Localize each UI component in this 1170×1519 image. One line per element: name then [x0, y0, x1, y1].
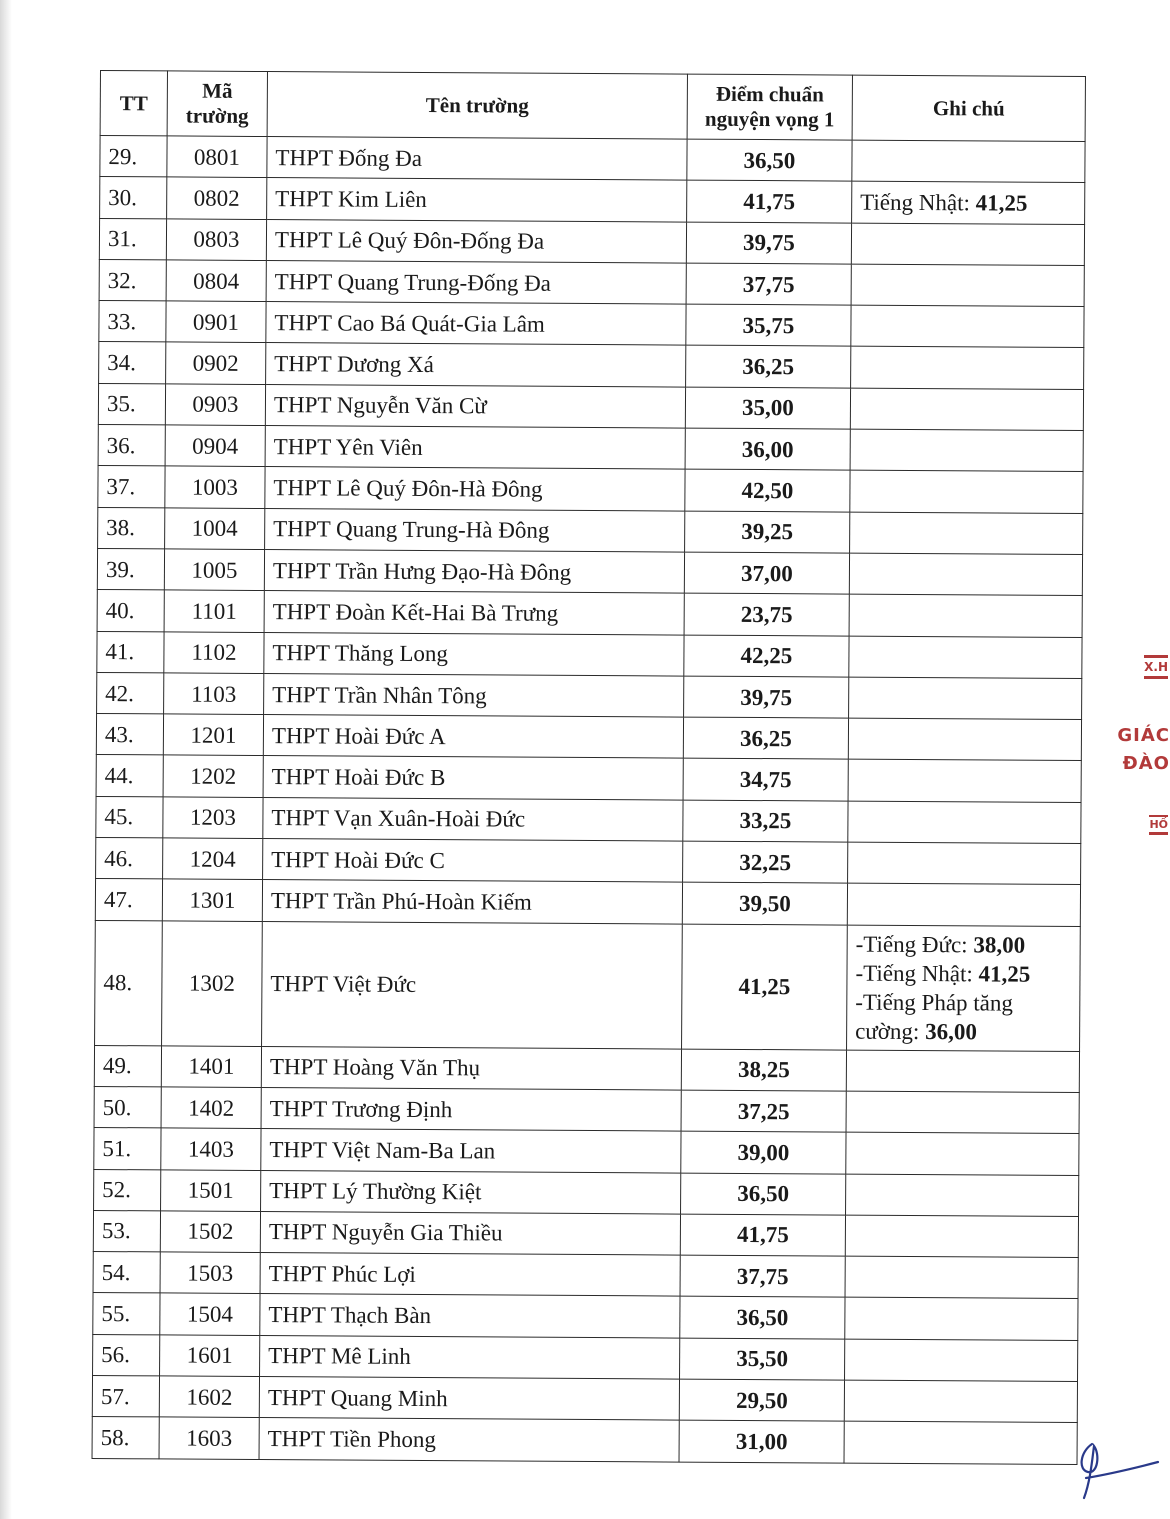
- header-tt: TT: [100, 71, 167, 136]
- note-cell: [845, 1256, 1078, 1299]
- school-name: THPT Việt Nam-Ba Lan: [261, 1129, 681, 1173]
- school-name: THPT Quang Trung-Hà Đông: [265, 508, 685, 552]
- cutoff-score: 36,50: [680, 1296, 845, 1338]
- row-number: 32.: [99, 259, 166, 301]
- school-name: THPT Đống Đa: [267, 137, 687, 181]
- note-cell: [846, 1091, 1079, 1134]
- table-row: [97, 590, 1082, 637]
- note-score: 36,00: [925, 1018, 977, 1045]
- note-cell: [850, 388, 1083, 431]
- note-cell: [851, 305, 1084, 348]
- table-row: [96, 838, 1081, 885]
- table-row: [96, 714, 1081, 761]
- cutoff-score: 39,75: [686, 222, 851, 264]
- school-name: THPT Yên Viên: [265, 426, 685, 470]
- table-row: [97, 672, 1082, 719]
- row-number: 47.: [95, 879, 162, 921]
- school-code: 1003: [165, 466, 265, 508]
- row-number: 44.: [96, 755, 163, 797]
- cutoff-score: 41,75: [680, 1214, 845, 1256]
- row-number: 51.: [94, 1128, 161, 1170]
- table-row: [94, 1045, 1079, 1092]
- note-cell: [850, 429, 1083, 472]
- note-label: -Tiếng Đức:: [855, 931, 968, 957]
- row-number: 29.: [100, 136, 167, 178]
- row-number: 52.: [94, 1169, 161, 1211]
- school-name: THPT Lê Quý Đôn-Hà Đông: [265, 467, 685, 511]
- note-label: Tiếng Nhật:: [860, 189, 970, 216]
- school-code: 1301: [162, 879, 262, 921]
- school-name: THPT Hoàng Văn Thụ: [261, 1046, 681, 1090]
- admission-scores-table: [92, 70, 1086, 1465]
- cutoff-score: 42,50: [685, 469, 850, 511]
- note-score: 38,00: [973, 931, 1026, 958]
- school-name: THPT Lê Quý Đôn-Đống Đa: [266, 219, 686, 263]
- school-code: 1602: [159, 1376, 259, 1418]
- school-code: 1004: [165, 508, 265, 550]
- row-number: 35.: [98, 383, 165, 425]
- table-row: [98, 466, 1083, 513]
- school-code: 0902: [166, 342, 266, 384]
- row-number: 42.: [97, 672, 164, 714]
- school-name: THPT Đoàn Kết-Hai Bà Trưng: [264, 591, 684, 635]
- row-number: 34.: [99, 342, 166, 384]
- cutoff-score: 36,25: [686, 346, 851, 388]
- note-cell: [848, 718, 1081, 761]
- school-code: 0804: [166, 260, 266, 302]
- header-ma-truong: Mã trường: [167, 71, 267, 137]
- signature-mark: [1070, 1432, 1160, 1502]
- table-row: [98, 507, 1083, 554]
- note-cell: [850, 512, 1083, 555]
- row-number: 55.: [93, 1293, 160, 1335]
- stamp-text-4: HỐ: [1149, 815, 1168, 835]
- table-row: [97, 548, 1082, 595]
- note-cell: [845, 1215, 1078, 1258]
- note-cell: [849, 636, 1082, 679]
- school-code: 1402: [161, 1087, 261, 1129]
- school-name: THPT Quang Minh: [259, 1377, 679, 1421]
- note-label: -Tiếng Pháp tăng cường:: [855, 989, 1014, 1044]
- table-row: [99, 218, 1084, 265]
- row-number: 38.: [98, 507, 165, 549]
- cutoff-score: 36,50: [687, 139, 852, 181]
- cutoff-score: 41,75: [687, 180, 852, 222]
- school-name: THPT Lý Thường Kiệt: [261, 1170, 681, 1214]
- cutoff-score: 39,50: [682, 882, 847, 924]
- school-code: 0803: [166, 219, 266, 261]
- row-number: 56.: [93, 1334, 160, 1376]
- school-name: THPT Nguyễn Gia Thiều: [260, 1211, 680, 1255]
- red-stamp-fragment: [1117, 655, 1170, 845]
- stamp-text-2: GIÁC: [1117, 725, 1170, 746]
- school-name: THPT Hoài Đức B: [263, 756, 683, 800]
- note-cell: [849, 553, 1082, 596]
- school-name: THPT Thạch Bàn: [260, 1294, 680, 1338]
- row-number: 41.: [97, 631, 164, 673]
- school-code: 1502: [160, 1211, 260, 1253]
- note-cell: [845, 1297, 1078, 1340]
- note-cell: [849, 677, 1082, 720]
- table-row: [94, 1086, 1079, 1133]
- table-row: [92, 1375, 1077, 1422]
- school-name: THPT Tiền Phong: [259, 1418, 679, 1462]
- row-number: 48.: [95, 920, 163, 1045]
- note-cell: [845, 1339, 1078, 1382]
- note-cell: [848, 842, 1081, 885]
- stamp-text-1: X.H: [1144, 655, 1168, 679]
- table-row: [100, 177, 1085, 224]
- note-line: [855, 958, 1071, 988]
- table-row: [96, 796, 1081, 843]
- note-cell: [846, 1050, 1079, 1093]
- cutoff-score: 35,00: [685, 387, 850, 429]
- note-cell: [851, 223, 1084, 266]
- cutoff-score: 36,25: [683, 717, 848, 759]
- cutoff-score: 23,75: [684, 593, 849, 635]
- table-row: [96, 755, 1081, 802]
- note-cell: [844, 1380, 1077, 1423]
- row-number: 50.: [94, 1086, 161, 1128]
- school-code: 1503: [160, 1252, 260, 1294]
- school-name: THPT Cao Bá Quát-Gia Lâm: [266, 302, 686, 346]
- school-name: THPT Hoài Đức C: [263, 839, 683, 883]
- school-name: THPT Mê Linh: [260, 1335, 680, 1379]
- cutoff-score: 31,00: [679, 1420, 844, 1462]
- school-name: THPT Dương Xá: [266, 343, 686, 387]
- table-row: [99, 259, 1084, 306]
- header-diem-chuan: Điểm chuẩn nguyện vọng 1: [687, 74, 852, 140]
- cutoff-score: 41,25: [682, 924, 848, 1050]
- table-row: [95, 920, 1081, 1051]
- cutoff-score: 39,25: [685, 511, 850, 553]
- note-cell: [844, 1421, 1077, 1464]
- school-code: 1102: [164, 631, 264, 673]
- document-sheet: [92, 70, 1085, 1465]
- row-number: 54.: [93, 1252, 160, 1294]
- note-cell: [846, 1174, 1079, 1217]
- note-line: [856, 929, 1072, 959]
- scan-left-edge: [0, 0, 12, 1519]
- table-row: [95, 879, 1080, 926]
- row-number: 45.: [96, 796, 163, 838]
- cutoff-score: 39,75: [684, 676, 849, 718]
- school-name: THPT Kim Liên: [267, 178, 687, 222]
- school-name: THPT Vạn Xuân-Hoài Đức: [263, 797, 683, 841]
- cutoff-score: 39,00: [681, 1131, 846, 1173]
- school-code: 0802: [167, 177, 267, 219]
- table-row: [98, 425, 1083, 472]
- cutoff-score: 38,25: [681, 1049, 846, 1091]
- note-cell: [848, 801, 1081, 844]
- note-cell: [846, 1132, 1079, 1175]
- school-name: THPT Trần Phú-Hoàn Kiếm: [262, 880, 682, 924]
- header-ghi-chu: Ghi chú: [852, 75, 1085, 141]
- note-cell: [847, 925, 1081, 1051]
- table-row: [97, 631, 1082, 678]
- note-cell: [849, 594, 1082, 637]
- school-code: 0903: [165, 384, 265, 426]
- header-ten-truong: Tên trường: [267, 72, 687, 140]
- table-row: [93, 1334, 1078, 1381]
- school-code: 0901: [166, 301, 266, 343]
- note-score: 41,25: [978, 961, 1031, 987]
- note-cell: [852, 181, 1085, 224]
- school-code: 1501: [161, 1169, 261, 1211]
- note-cell: [850, 470, 1083, 513]
- row-number: 57.: [92, 1375, 159, 1417]
- school-code: 1103: [164, 673, 264, 715]
- school-code: 1603: [159, 1417, 259, 1459]
- row-number: 58.: [92, 1417, 159, 1459]
- table-row: [99, 342, 1084, 389]
- table-row: [94, 1128, 1079, 1175]
- school-name: THPT Quang Trung-Đống Đa: [266, 260, 686, 304]
- row-number: 31.: [99, 218, 166, 260]
- note-label: -Tiếng Nhật:: [855, 960, 973, 986]
- school-code: 1202: [163, 755, 263, 797]
- row-number: 39.: [97, 548, 164, 590]
- note-cell: [851, 347, 1084, 390]
- cutoff-score: 37,75: [686, 263, 851, 305]
- note-cell: [847, 883, 1080, 926]
- cutoff-score: 42,25: [684, 635, 849, 677]
- school-name: THPT Thăng Long: [264, 632, 684, 676]
- school-code: 1401: [161, 1046, 261, 1088]
- note-cell: [848, 760, 1081, 803]
- school-code: 1203: [163, 797, 263, 839]
- school-code: 1204: [163, 838, 263, 880]
- table-row: [92, 1417, 1077, 1464]
- row-number: 36.: [98, 425, 165, 467]
- stamp-text-3: ĐÀO: [1122, 753, 1170, 774]
- row-number: 40.: [97, 590, 164, 632]
- table-row: [98, 383, 1083, 430]
- table-row: [93, 1210, 1078, 1257]
- row-number: 33.: [99, 301, 166, 343]
- table-header: [100, 71, 1085, 142]
- school-name: THPT Nguyễn Văn Cừ: [265, 384, 685, 428]
- school-code: 0904: [165, 425, 265, 467]
- cutoff-score: 37,75: [680, 1255, 845, 1297]
- row-number: 46.: [96, 838, 163, 880]
- school-code: 1601: [160, 1335, 260, 1377]
- cutoff-score: 37,25: [681, 1090, 846, 1132]
- school-name: THPT Việt Đức: [262, 921, 683, 1049]
- cutoff-score: 33,25: [683, 800, 848, 842]
- school-code: 1302: [162, 921, 263, 1047]
- cutoff-score: 29,50: [679, 1379, 844, 1421]
- school-code: 1101: [164, 590, 264, 632]
- table-row: [94, 1169, 1079, 1216]
- school-name: THPT Trương Định: [261, 1087, 681, 1131]
- table-row: [93, 1252, 1078, 1299]
- cutoff-score: 36,00: [685, 428, 850, 470]
- cutoff-score: 37,00: [684, 552, 849, 594]
- cutoff-score: 36,50: [681, 1173, 846, 1215]
- cutoff-score: 34,75: [683, 759, 848, 801]
- table-row: [93, 1293, 1078, 1340]
- note-line: [855, 987, 1071, 1046]
- school-code: 1005: [164, 549, 264, 591]
- note-cell: [852, 140, 1085, 183]
- note-score: 41,25: [975, 190, 1028, 216]
- cutoff-score: 35,50: [680, 1338, 845, 1380]
- table-row: [99, 301, 1084, 348]
- school-name: THPT Phúc Lợi: [260, 1253, 680, 1297]
- school-name: THPT Trần Nhân Tông: [264, 673, 684, 717]
- school-code: 1201: [163, 714, 263, 756]
- cutoff-score: 32,25: [683, 841, 848, 883]
- row-number: 53.: [93, 1210, 160, 1252]
- school-code: 1403: [161, 1128, 261, 1170]
- row-number: 30.: [100, 177, 167, 219]
- table-row: [100, 136, 1085, 183]
- cutoff-score: 35,75: [686, 304, 851, 346]
- school-code: 1504: [160, 1293, 260, 1335]
- note-cell: [851, 264, 1084, 307]
- row-number: 49.: [94, 1045, 161, 1087]
- school-name: THPT Trần Hưng Đạo-Hà Đông: [264, 549, 684, 593]
- school-code: 0801: [167, 136, 267, 178]
- row-number: 37.: [98, 466, 165, 508]
- school-name: THPT Hoài Đức A: [263, 715, 683, 759]
- table-body: [92, 136, 1085, 1465]
- row-number: 43.: [96, 714, 163, 756]
